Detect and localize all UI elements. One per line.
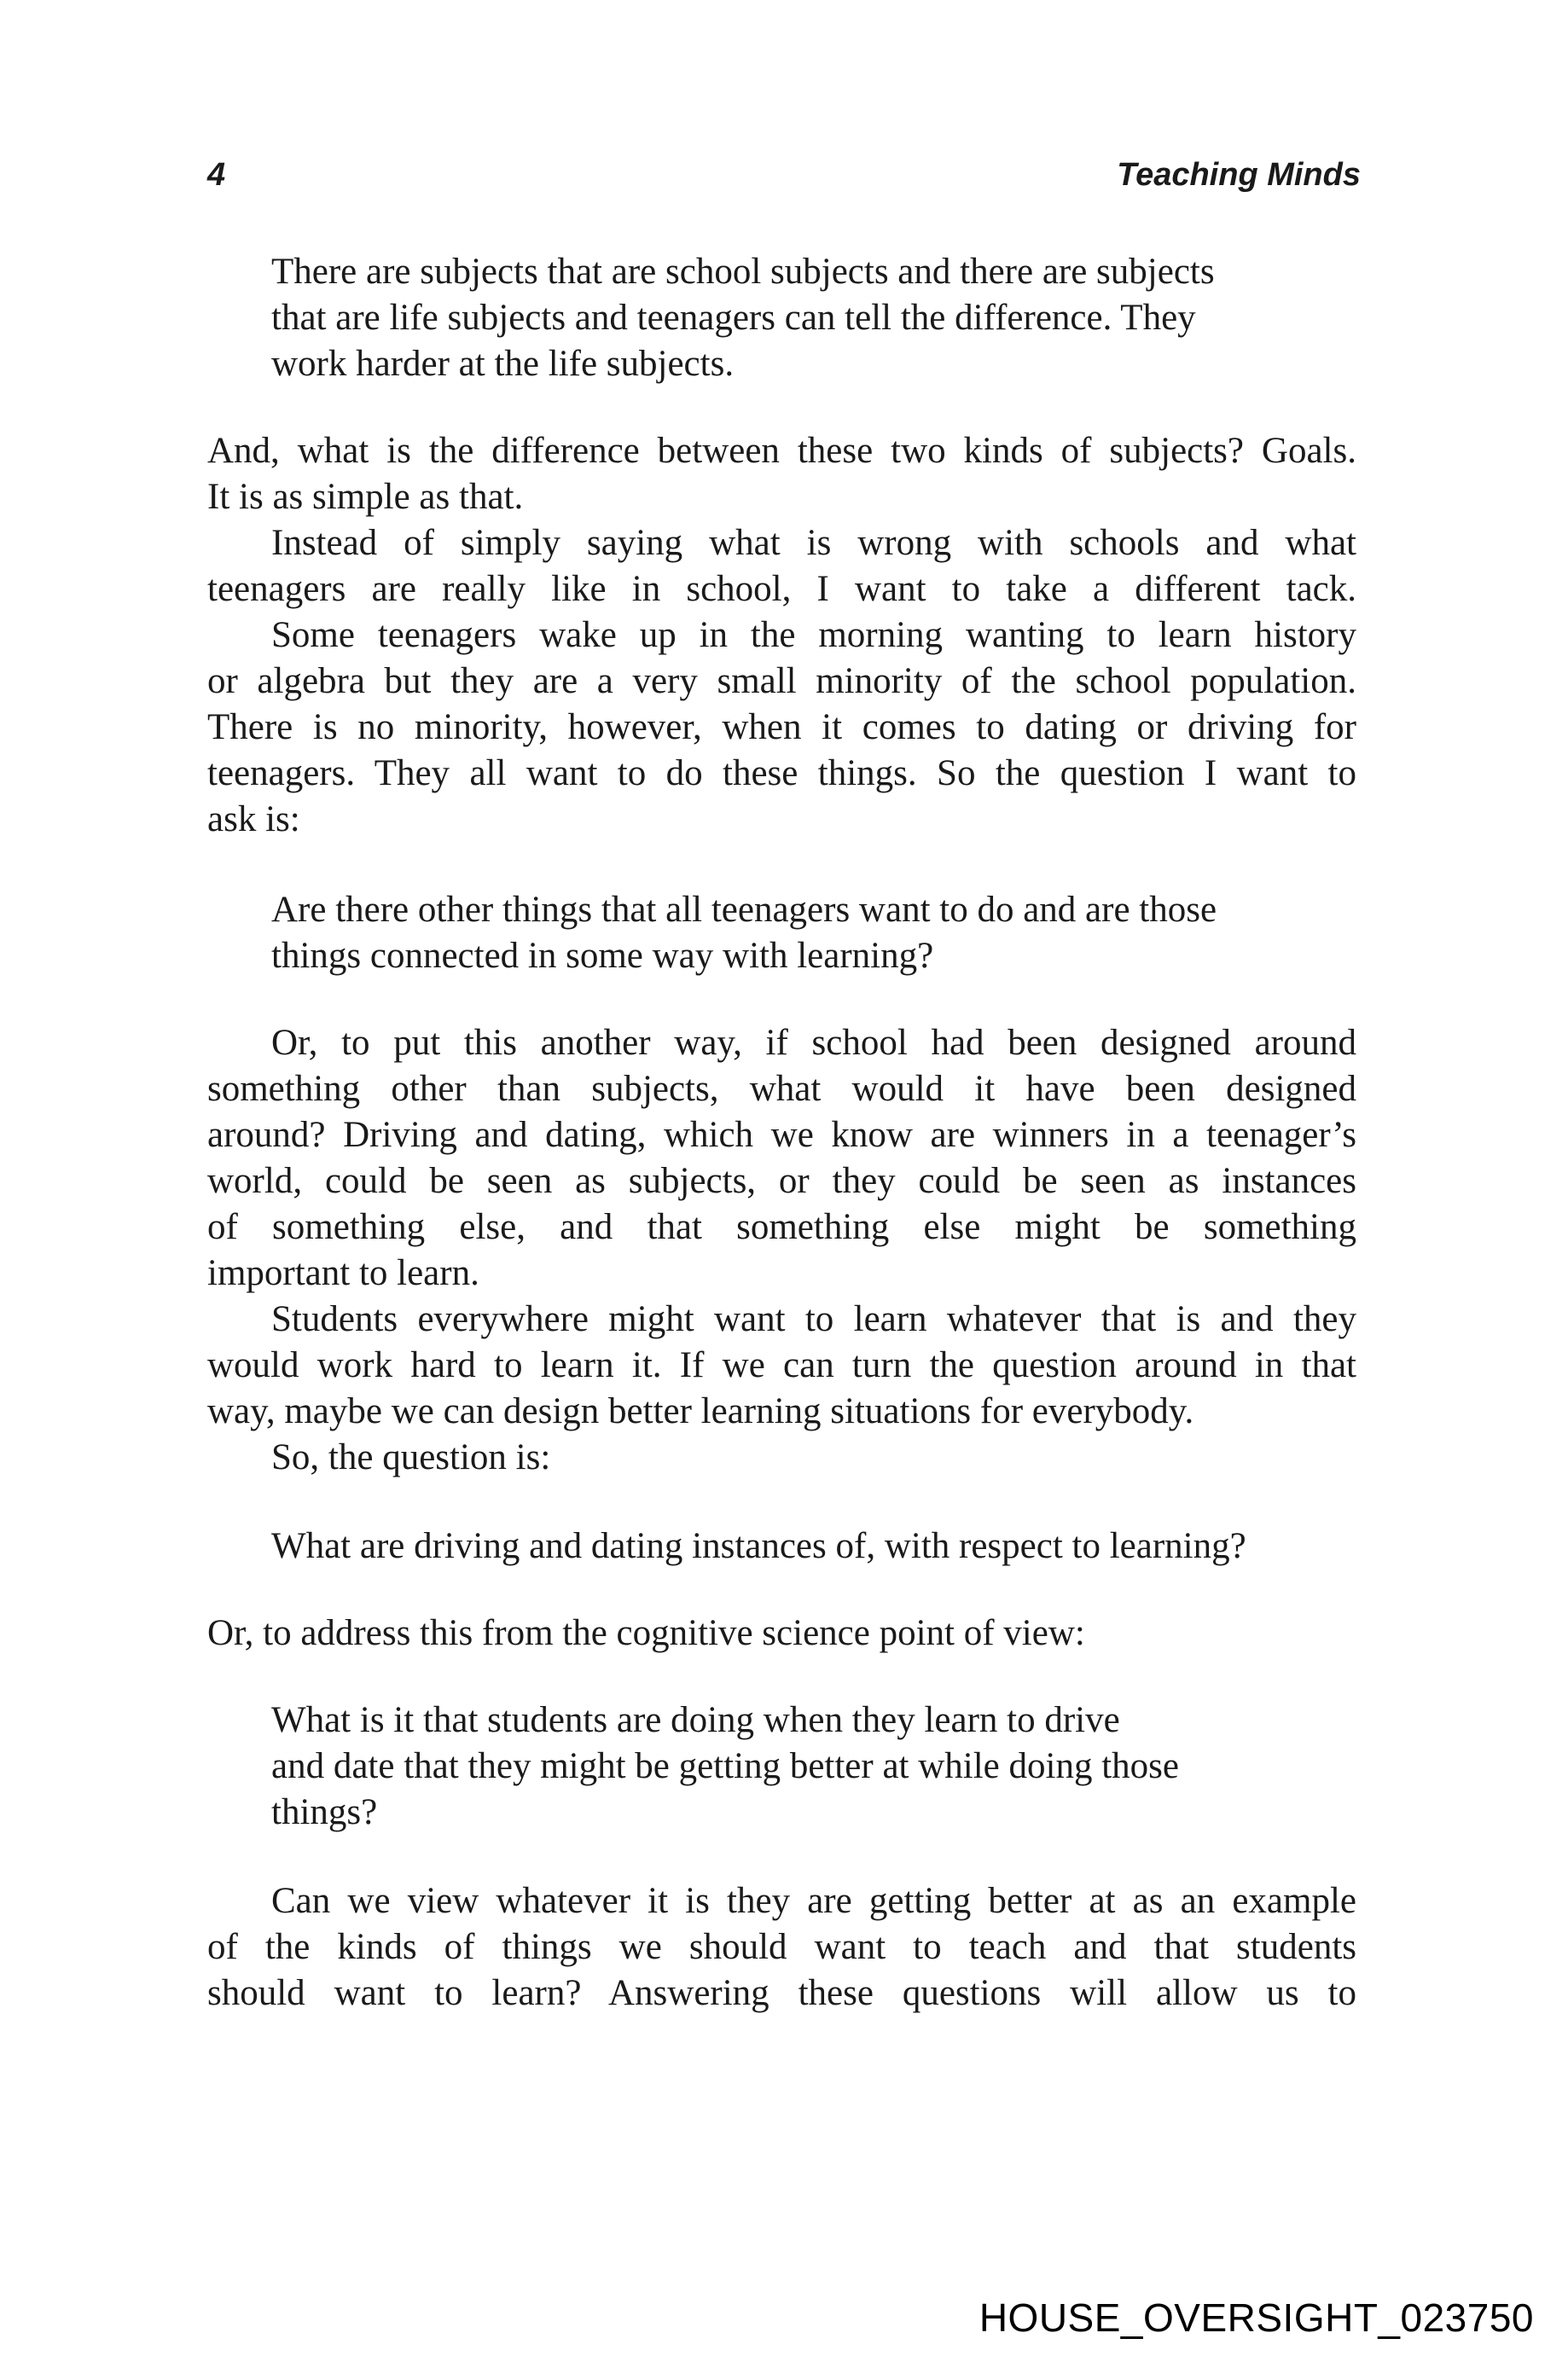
bates-number: HOUSE_OVERSIGHT_023750 [979,2295,1534,2340]
body-text-line: Or, to address this from the cognitive science point of view: [207,1613,1085,1653]
block-quote-line: What are driving and dating instances of, with respect to learning? [271,1526,1246,1566]
block-quote-line: Are there other things that all teenagers want to do and are those [271,890,1217,930]
body-text-line: teenagers are really like in school, I want to take a different tack. [207,569,1356,609]
block-quote-line: work harder at the life subjects. [271,344,735,384]
block-quote-line: that are life subjects and teenagers can tell the difference. They [271,298,1196,338]
body-text-line: world, could be seen as subjects, or they could be seen as instances [207,1161,1356,1201]
block-quote-line: things connected in some way with learning? [271,936,934,976]
body-text-line: And, what is the difference between these two kinds of subjects? Goals. [207,431,1356,471]
body-text-line: It is as simple as that. [207,477,524,517]
block-quote-line: things? [271,1792,378,1832]
body-text-line: Can we view whatever it is they are getting better at as an example [271,1881,1356,1921]
block-quote-line: and date that they might be getting better at while doing those [271,1746,1179,1786]
body-text-line: Instead of simply saying what is wrong with schools and what [271,523,1356,563]
body-text-line: around? Driving and dating, which we know are winners in a teenager’s [207,1115,1356,1155]
body-text-line: of something else, and that something else might be something [207,1207,1356,1247]
body-text-line: or algebra but they are a very small minority of the school population. [207,661,1356,701]
body-text-line: way, maybe we can design better learning situations for everybody. [207,1391,1194,1431]
body-text-line: something other than subjects, what would it have been designed [207,1069,1356,1109]
body-text-line: should want to learn? Answering these questions will allow us to [207,1973,1356,2013]
block-quote-line: What is it that students are doing when they learn to drive [271,1700,1120,1740]
running-title: Teaching Minds [1117,157,1361,193]
body-text-line: Some teenagers wake up in the morning wanting to learn history [271,615,1356,655]
body-text-line: ask is: [207,799,300,839]
body-text-line: There is no minority, however, when it comes to dating or driving for [207,707,1356,747]
body-text-line: So, the question is: [271,1437,551,1477]
body-text-line: Or, to put this another way, if school had been designed around [271,1023,1356,1063]
body-text-line: would work hard to learn it. If we can turn the question around in that [207,1345,1356,1385]
block-quote-line: There are subjects that are school subjects and there are subjects [271,252,1215,292]
body-text-line: of the kinds of things we should want to teach and that students [207,1927,1356,1967]
body-text-line: teenagers. They all want to do these things. So the question I want to [207,753,1356,793]
body-text-line: important to learn. [207,1253,479,1293]
body-text-line: Students everywhere might want to learn whatever that is and they [271,1299,1356,1339]
page-number: 4 [207,157,226,193]
